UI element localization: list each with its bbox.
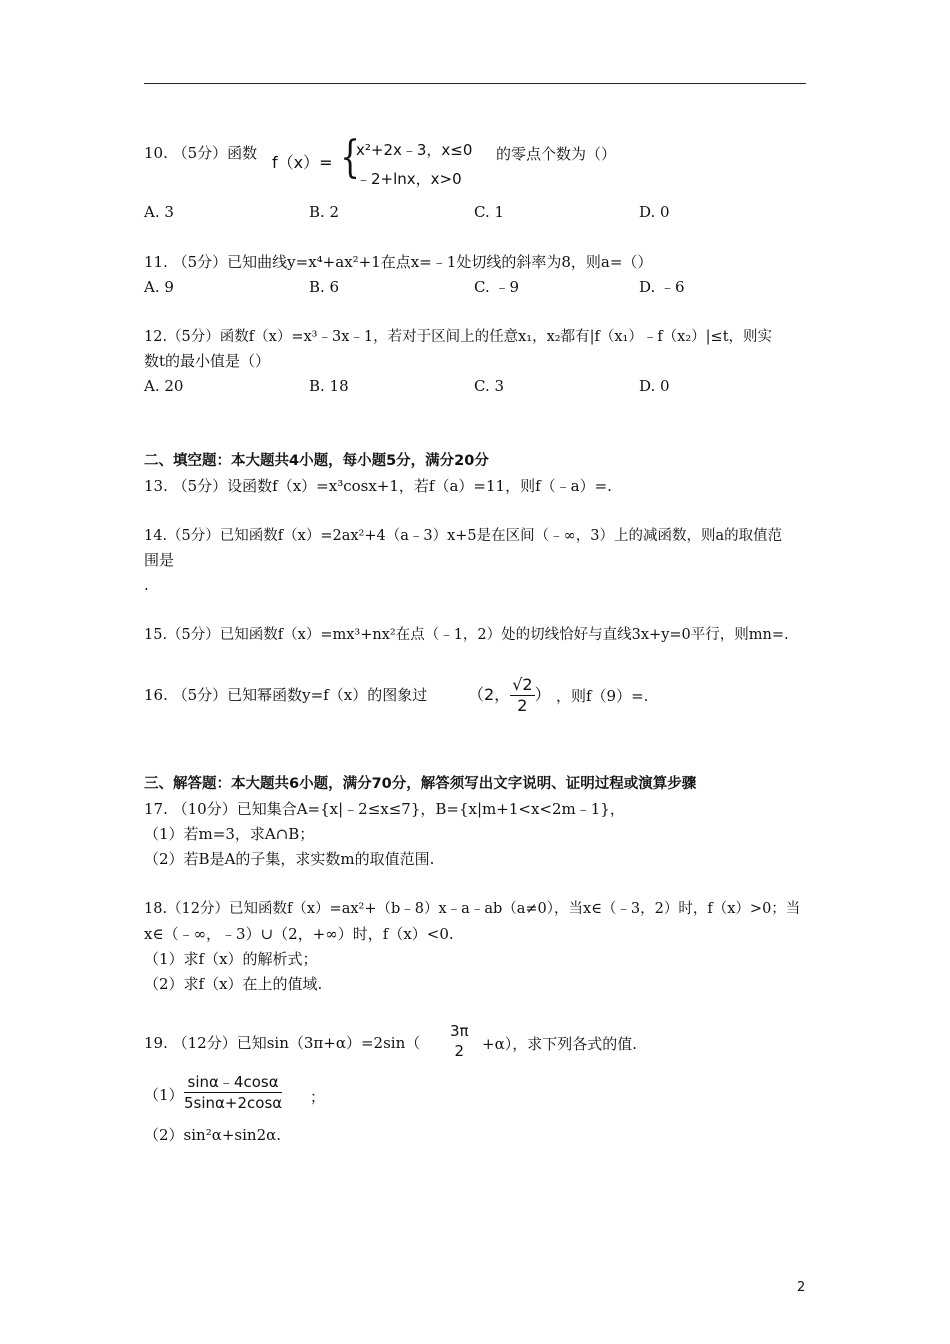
section-2-heading: 二、填空题：本大题共4小题，每小题5分，满分20分 — [144, 453, 489, 469]
q17-line-3: （2）若B是A的子集，求实数m的取值范围. — [144, 850, 435, 868]
q16-denominator: 2 — [517, 696, 528, 715]
q16-fraction — [510, 675, 534, 716]
q19-prefix: 19. （12分）已知sin（3π+α）=2sin（ — [144, 1034, 421, 1052]
q11-option-b: B. 6 — [309, 278, 340, 296]
q12-option-b: B. 18 — [309, 377, 349, 395]
q12-line-2: 数t的最小值是（） — [144, 352, 271, 370]
q17-line-2: （1）若m=3，求A∩B； — [144, 825, 315, 843]
q16-prefix: 16. （5分）已知幂函数y=f（x）的图象过 — [144, 686, 428, 704]
q14-line-2: 围是 — [144, 551, 175, 569]
q19-part1-fraction-wrap — [184, 1072, 282, 1113]
q10-case-1: x²+2x﹣3，x≤0 — [356, 141, 473, 159]
q14-line-1: 14.（5分）已知函数f（x）=2ax²+4（a﹣3）x+5是在区间（﹣∞，3）上的减函数，则a的取值范 — [144, 528, 783, 544]
q16-point-close: ） — [534, 685, 551, 704]
q16-point — [468, 675, 551, 716]
q19-part1-fraction — [184, 1072, 282, 1113]
page-number: 2 — [797, 1280, 806, 1295]
q10-option-c: C. 1 — [474, 203, 505, 221]
q19-fraction-wrap — [448, 1021, 471, 1061]
q18-line-1: 18.（12分）已知函数f（x）=ax²+（b﹣8）x﹣a﹣ab（a≠0），当x∈（﹣3，2）时，f（x）>0；当 — [144, 901, 801, 917]
q10-option-d: D. 0 — [639, 203, 670, 221]
q19-part1-end: ； — [310, 1088, 326, 1106]
q19-part1-label: （1） — [144, 1086, 184, 1104]
q11-option-c: C. ﹣9 — [474, 278, 520, 296]
q18-line-2: x∈（﹣∞，﹣3）∪（2，+∞）时，f（x）<0. — [144, 925, 454, 943]
q16-point-open: （2， — [468, 685, 511, 704]
q10-brace: { — [340, 132, 360, 183]
q19-part2: （2）sin²α+sin2α. — [144, 1126, 282, 1144]
q13-text: 13. （5分）设函数f（x）=x³cosx+1，若f（a）=11，则f（﹣a）=. — [144, 477, 612, 495]
q12-line-1: 12.（5分）函数f（x）=x³﹣3x﹣1，若对于区间上的任意x₁，x₂都有|f（x₁）﹣f（x₂）|≤t，则实 — [144, 329, 773, 345]
q10-case-2: ﹣2+lnx，x>0 — [356, 170, 462, 188]
q19-numerator: 3π — [450, 1022, 469, 1040]
q10-option-a: A. 3 — [144, 203, 174, 221]
q10-option-b: B. 2 — [309, 203, 340, 221]
section-3-heading: 三、解答题：本大题共6小题，满分70分，解答须写出文字说明、证明过程或演算步骤 — [144, 776, 697, 792]
q10-function-name: f（x）= — [272, 153, 333, 172]
q15-text: 15.（5分）已知函数f（x）=mx³+nx²在点（﹣1，2）处的切线恰好与直线3x+y=0平行，则mn=. — [144, 627, 789, 643]
q16-numerator: √2 — [512, 675, 533, 694]
q19-fraction — [448, 1021, 471, 1061]
q11-text: 11. （5分）已知曲线y=x⁴+ax²+1在点x=﹣1处切线的斜率为8，则a=（） — [144, 253, 653, 271]
q11-option-d: D. ﹣6 — [639, 278, 685, 296]
q12-option-c: C. 3 — [474, 377, 505, 395]
q19-denominator: 2 — [454, 1042, 465, 1060]
q10-suffix: 的零点个数为（） — [496, 145, 617, 163]
q11-option-a: A. 9 — [144, 278, 174, 296]
q19-part1-numerator: sinα﹣4cosα — [184, 1072, 282, 1093]
header-rule — [144, 83, 806, 84]
q12-option-a: A. 20 — [144, 377, 184, 395]
q10-prefix: 10. （5分）函数 — [144, 144, 258, 162]
q14-line-3: . — [144, 576, 149, 594]
q18-line-3: （1）求f（x）的解析式； — [144, 950, 318, 968]
q12-option-d: D. 0 — [639, 377, 670, 395]
q19-part1-denominator: 5sinα+2cosα — [184, 1094, 283, 1112]
q18-line-4: （2）求f（x）在上的值域. — [144, 975, 323, 993]
q17-line-1: 17. （10分）已知集合A={x|﹣2≤x≤7}，B={x|m+1<x<2m﹣1}， — [144, 800, 625, 818]
q16-suffix: ，则f（9）=. — [556, 687, 649, 705]
q19-suffix: +α），求下列各式的值. — [482, 1035, 637, 1053]
